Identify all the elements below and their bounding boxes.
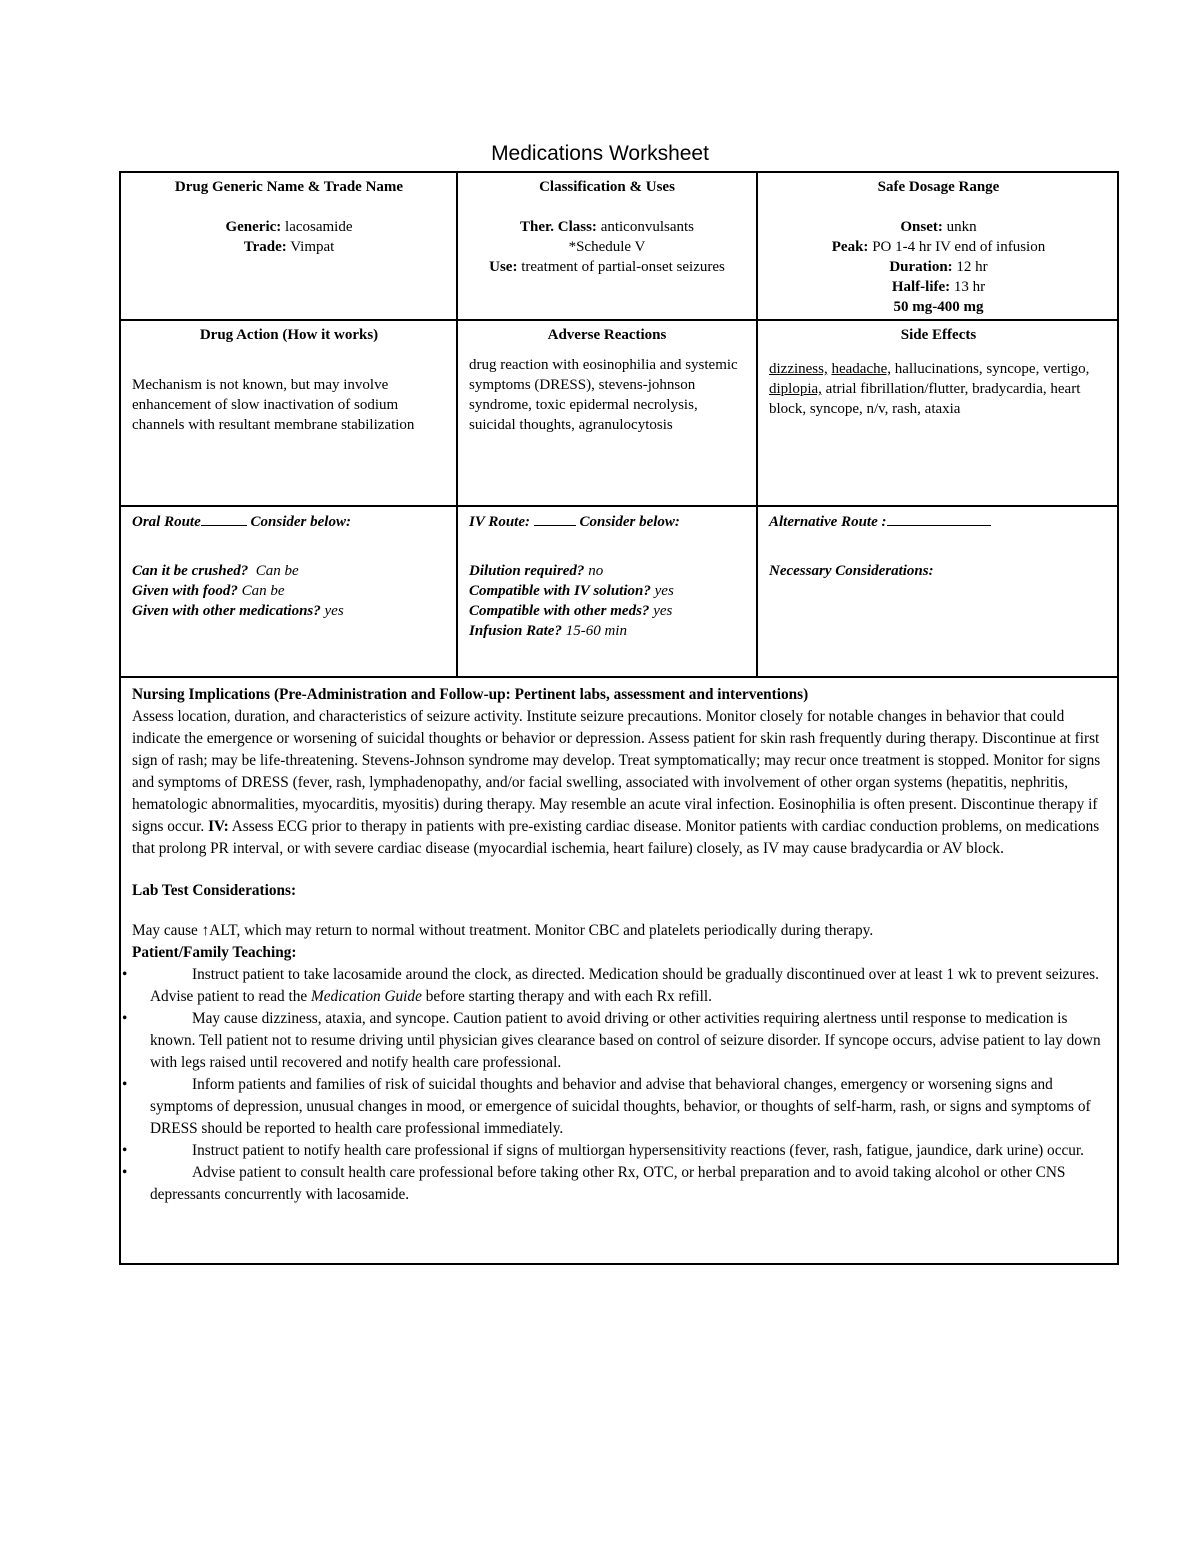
dosage-cell <box>758 173 1119 319</box>
alternative-route-cell <box>758 507 1119 676</box>
list-item: • Instruct patient to take lacosamide around the clock, as directed. Medication should be gradually discontinued over at least 1 wk to prevent seizures. Advise patient to read the Medication Guide before starting therapy and with each Rx refill. <box>122 966 1099 1005</box>
peak: Peak: PO 1-4 hr IV end of infusion <box>831 239 1046 255</box>
nursing-implications-cell <box>121 678 1117 1263</box>
iv-infusion-rate: Infusion Rate? 15-60 min <box>469 623 627 639</box>
drug-action-cell <box>121 321 457 505</box>
page-title: Medications Worksheet <box>491 142 709 165</box>
list-item: • Inform patients and families of risk of suicidal thoughts and behavior and advise that behavioral changes, emergency or worsening signs and symptoms of depression, unusual changes in mood, or emergence of suicidal thoughts, behavior, or thoughts of self-harm, rash, or signs and symptoms of DRESS should be reported to health care professional immediately. <box>122 1076 1091 1137</box>
alternative-route-header: Alternative Route : <box>769 511 1108 532</box>
dosage-header: Safe Dosage Range <box>877 179 1000 195</box>
trade-name: Trade: Vimpat <box>243 239 335 255</box>
use: Use: treatment of partial-onset seizures <box>489 259 725 275</box>
list-item: • Instruct patient to notify health care professional if signs of multiorgan hypersensitivity reactions (fever, rash, fatigue, jaundice, dark urine) occur. <box>122 1142 1084 1159</box>
adverse-reactions-cell <box>458 321 756 505</box>
iv-dilution: Dilution required? no <box>469 563 604 579</box>
lab-test-header: Lab Test Considerations: <box>132 882 297 899</box>
adverse-reactions-text: drug reaction with eosinophilia and systemic symptoms (DRESS), stevens-johnson syndrome, toxic epidermal necrolysis, suicidal thoughts, agranulocytosis <box>469 357 738 433</box>
list-item: • Advise patient to consult health care professional before taking other Rx, OTC, or herbal preparation and to avoid taking alcohol or other CNS depressants concurrently with lacosamide. <box>122 1164 1066 1203</box>
nursing-text: Assess location, duration, and characteristics of seizure activity. Institute seizure precautions. Monitor closely for notable changes in behavior that could indicate the emergence or worsening of suicidal thoughts or behavior or depression. Assess patient for skin rash frequently during therapy. Discontinue at first sign of rash; may be life-threatening. Stevens-Johnson syndrome may develop. Treat symptomatically; may recur once treatment is stopped. Monitor for signs and symptoms of DRESS (fever, rash, lymphadenopathy, and/or facial swelling, associated with involvement of other organ systems (hepatitis, nephritis, hematologic abnormalities, myocarditis, myositis) during therapy. May resemble an acute viral infection. Eosinophilia is often present. Discontinue therapy if signs occur. IV: Assess ECG prior to therapy in patients with pre-existing cardiac disease. Monitor patients with cardiac conduction problems, on medications that prolong PR interval, or with severe cardiac disease (myocardial ischemia, heart failure) closely, as IV may cause bradycardia or AV block. <box>132 708 1101 857</box>
drug-action-header: Drug Action (How it works) <box>199 327 379 343</box>
oral-route-cell <box>121 507 457 676</box>
classification-header: Classification & Uses <box>539 179 675 195</box>
oral-crushed: Can it be crushed? Can be <box>132 563 299 579</box>
classification-cell <box>458 173 756 319</box>
iv-route-header: IV Route: Consider below: <box>469 511 745 532</box>
iv-solution-compat: Compatible with IV solution? yes <box>469 583 674 599</box>
dosage-range: 50 mg-400 mg <box>893 299 984 315</box>
iv-route-cell <box>458 507 756 676</box>
side-effects-text: dizziness, headache, hallucinations, syncope, vertigo, diplopia, atrial fibrillation/flutter, bradycardia, heart block, syncope, n/v, rash, ataxia <box>769 361 1090 417</box>
drug-action-text: Mechanism is not known, but may involve enhancement of slow inactivation of sodium channels with resultant membrane stabilization <box>132 377 415 433</box>
side-effects-cell <box>758 321 1119 505</box>
oral-food: Given with food? Can be <box>132 583 285 599</box>
duration: Duration: 12 hr <box>889 259 988 275</box>
therapeutic-class: Ther. Class: anticonvulsants <box>519 219 695 235</box>
iv-meds-compat: Compatible with other meds? yes <box>469 603 673 619</box>
adverse-reactions-header: Adverse Reactions <box>547 327 667 343</box>
worksheet-table <box>119 171 1119 1265</box>
drug-name-header: Drug Generic Name & Trade Name <box>174 179 404 195</box>
teaching-list <box>122 964 1106 1206</box>
oral-route-header: Oral Route Consider below: <box>132 511 446 532</box>
schedule: *Schedule V <box>568 239 646 255</box>
list-item: • May cause dizziness, ataxia, and syncope. Caution patient to avoid driving or other activities requiring alertness until response to medication is known. Tell patient not to resume driving until physician gives clearance based on control of seizure disorder. If syncope occurs, advise patient to lay down with legs raised until recovered and notify health care professional. <box>122 1010 1101 1071</box>
necessary-considerations: Necessary Considerations: <box>769 563 934 579</box>
onset: Onset: unkn <box>900 219 977 235</box>
side-effects-header: Side Effects <box>900 327 977 343</box>
nursing-header: Nursing Implications (Pre-Administration and Follow-up: Pertinent labs, assessment and interventions) <box>132 686 809 703</box>
drug-name-cell <box>121 173 457 319</box>
oral-other-meds: Given with other medications? yes <box>132 603 344 619</box>
lab-test-text: May cause ↑ALT, which may return to normal without treatment. Monitor CBC and platelets periodically during therapy. <box>132 922 874 939</box>
teaching-header: Patient/Family Teaching: <box>132 944 297 961</box>
half-life: Half-life: 13 hr <box>891 279 986 295</box>
generic-name: Generic: lacosamide <box>225 219 353 235</box>
